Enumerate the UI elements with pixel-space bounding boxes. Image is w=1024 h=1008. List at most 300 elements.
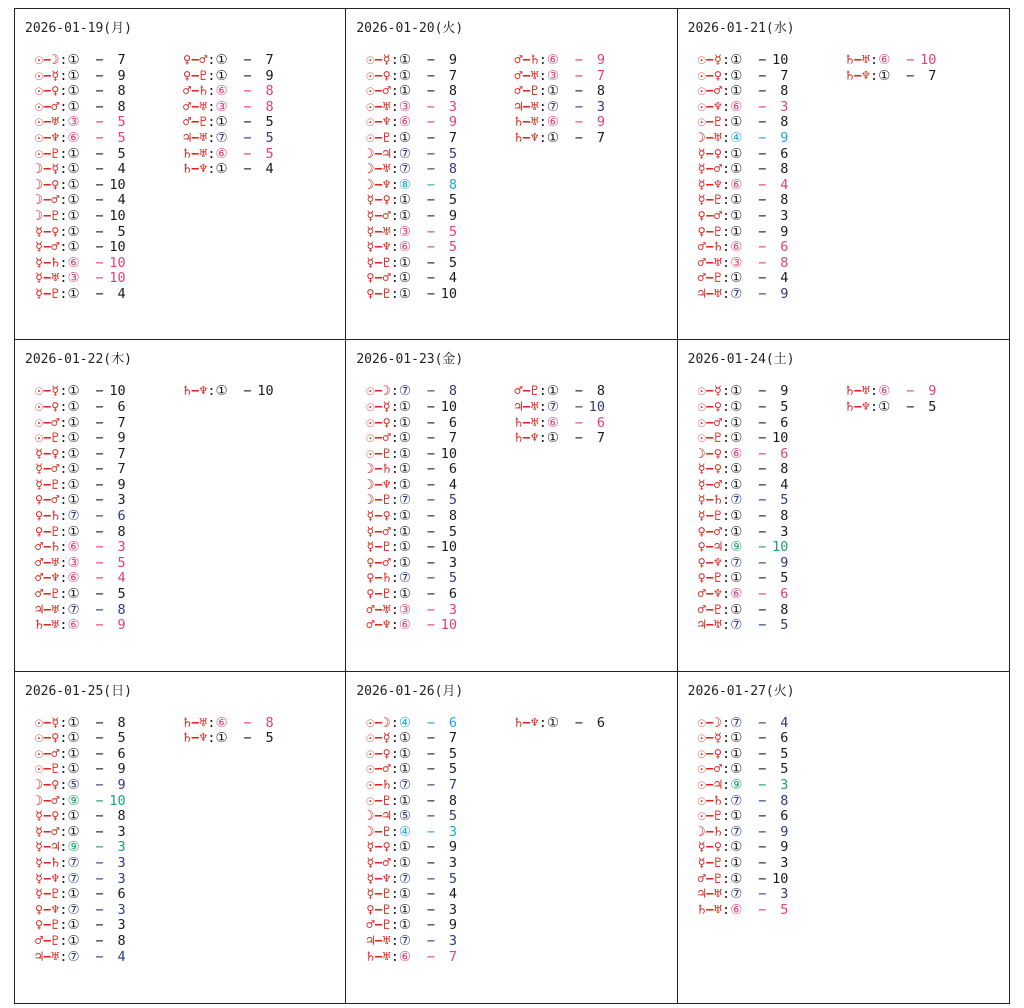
aspect-value: 10 [588, 398, 605, 415]
separator: : [722, 870, 731, 887]
dash: − [574, 114, 583, 131]
separator: : [390, 254, 399, 271]
separator: : [390, 114, 399, 131]
aspect-symbol: ① [67, 383, 80, 400]
aspect-entry [366, 540, 457, 556]
aspect-value: 3 [448, 855, 457, 871]
separator: : [59, 239, 68, 256]
planet-pair: ♀−♂ [183, 52, 208, 68]
separator: : [390, 570, 399, 587]
aspect-value: 3 [780, 886, 789, 903]
day-date: 2026-01-22(木) [25, 352, 132, 368]
planet-pair: ♀−♂ [697, 207, 723, 224]
aspect-entry [698, 147, 789, 163]
dash: − [758, 792, 767, 809]
day-cell [346, 672, 677, 1003]
aspect-value: 4 [448, 270, 457, 287]
aspect-symbol: ① [215, 161, 228, 178]
aspect-symbol: ① [398, 745, 411, 762]
aspect-symbol: ① [730, 508, 743, 525]
aspect-value: 9 [265, 67, 274, 84]
aspect-value: 7 [928, 67, 937, 84]
aspect-value: 4 [117, 192, 126, 209]
separator: : [722, 601, 731, 618]
planet-pair: ♄−♆ [514, 430, 539, 447]
day-date: 2026-01-25(日) [25, 683, 132, 699]
planet-pair: ☉−☿ [35, 67, 60, 84]
planet-pair: ☉−♀ [366, 745, 391, 762]
aspect-symbol: ① [398, 761, 411, 778]
separator: : [722, 223, 731, 240]
separator: : [390, 383, 399, 400]
separator: : [722, 67, 731, 84]
aspect-entry [183, 716, 274, 732]
dash: − [426, 761, 435, 778]
aspect-value: 7 [448, 730, 457, 747]
aspect-value: 7 [448, 129, 457, 146]
aspect-entry [514, 69, 605, 85]
planet-pair: ♀−♇ [366, 586, 391, 603]
planet-pair: ☿−♇ [366, 539, 391, 556]
dash: − [426, 745, 435, 762]
aspect-value: 3 [448, 554, 457, 571]
aspect-symbol: ① [67, 285, 80, 302]
planet-pair: ☿−♅ [366, 223, 391, 240]
separator: : [390, 601, 399, 618]
dash: − [95, 476, 104, 493]
dash: − [758, 176, 767, 193]
dash: − [426, 886, 435, 903]
planet-pair: ♄−♅ [514, 114, 539, 131]
aspect-entry [366, 256, 457, 272]
aspect-entry [514, 716, 605, 732]
separator: : [59, 383, 68, 400]
aspect-value: 8 [265, 98, 274, 115]
separator: : [59, 601, 68, 618]
dash: − [758, 839, 767, 856]
aspect-entry [35, 587, 126, 603]
dash: − [574, 714, 583, 731]
aspect-symbol: ① [67, 176, 80, 193]
dash: − [758, 239, 767, 256]
aspect-entry [366, 115, 457, 131]
planet-pair: ☉−♅ [366, 98, 391, 115]
dash: − [426, 839, 435, 856]
aspect-symbol: ③ [398, 98, 411, 115]
aspect-value: 5 [448, 145, 457, 162]
aspect-symbol: ① [730, 761, 743, 778]
aspect-value: 6 [117, 886, 126, 903]
dash: − [426, 932, 435, 949]
dash: − [758, 83, 767, 100]
separator: : [390, 492, 399, 509]
separator: : [390, 617, 399, 634]
aspect-entry [366, 100, 457, 116]
aspect-symbol: ① [67, 67, 80, 84]
dash: − [95, 114, 104, 131]
separator: : [59, 808, 68, 825]
separator: : [207, 129, 216, 146]
aspect-value: 7 [117, 52, 126, 68]
separator: : [722, 554, 731, 571]
separator: : [722, 777, 731, 794]
aspect-symbol: ⑦ [730, 492, 743, 509]
aspect-symbol: ④ [398, 823, 411, 840]
aspect-entry [366, 240, 457, 256]
aspect-entry [35, 447, 126, 463]
dash: − [574, 414, 583, 431]
aspect-entry [366, 53, 457, 69]
separator: : [722, 270, 731, 287]
aspect-value: 9 [117, 761, 126, 778]
aspect-value: 5 [448, 745, 457, 762]
planet-pair: ♂−♇ [183, 114, 208, 131]
aspect-entry [698, 525, 789, 541]
aspect-symbol: ⑨ [67, 792, 80, 809]
dash: − [426, 917, 435, 934]
aspect-entry [366, 762, 457, 778]
aspect-value: 3 [448, 601, 457, 618]
aspect-value: 7 [117, 414, 126, 431]
dash: − [95, 207, 104, 224]
planet-pair: ☉−♀ [35, 398, 60, 415]
aspect-value: 4 [780, 476, 789, 493]
separator: : [390, 239, 399, 256]
separator: : [207, 383, 216, 400]
aspect-entry [35, 400, 126, 416]
aspect-entry [366, 509, 457, 525]
dash: − [426, 270, 435, 287]
aspect-symbol: ① [67, 98, 80, 115]
aspect-entry [183, 162, 274, 178]
dash: − [574, 430, 583, 447]
aspect-value: 8 [117, 932, 126, 949]
aspect-symbol: ⑥ [215, 83, 228, 100]
aspect-value: 10 [109, 383, 126, 400]
aspect-value: 8 [117, 83, 126, 100]
separator: : [59, 839, 68, 856]
separator: : [390, 745, 399, 762]
aspect-symbol: ① [730, 430, 743, 447]
aspect-value: 5 [448, 523, 457, 540]
planet-pair: ☉−♇ [697, 808, 723, 825]
separator: : [538, 129, 547, 146]
planet-pair: ☽−♂ [35, 792, 60, 809]
aspect-entry [698, 162, 789, 178]
aspect-symbol: ① [67, 239, 80, 256]
aspect-entry [698, 571, 789, 587]
aspect-value: 3 [780, 855, 789, 871]
planet-pair: ☽−♆ [366, 476, 391, 493]
planet-pair: ♂−♅ [366, 601, 391, 618]
aspect-entry [35, 193, 126, 209]
aspect-symbol: ⑥ [730, 98, 743, 115]
separator: : [59, 523, 68, 540]
separator: : [59, 761, 68, 778]
dash: − [95, 570, 104, 587]
aspect-column [35, 53, 126, 303]
dash: − [243, 145, 252, 162]
aspect-entry [366, 887, 457, 903]
aspect-entry [698, 556, 789, 572]
aspect-value: 6 [596, 414, 605, 431]
aspect-symbol: ① [67, 761, 80, 778]
dash: − [758, 461, 767, 478]
aspect-value: 6 [448, 586, 457, 603]
planet-pair: ♀−♂ [366, 270, 391, 287]
aspect-symbol: ① [398, 430, 411, 447]
separator: : [59, 270, 68, 287]
separator: : [722, 445, 731, 462]
planet-pair: ☉−♀ [697, 745, 723, 762]
aspect-entry [514, 84, 605, 100]
aspect-entry [698, 271, 789, 287]
separator: : [390, 870, 399, 887]
dash: − [95, 414, 104, 431]
aspect-symbol: ⑦ [730, 554, 743, 571]
aspect-value: 7 [448, 777, 457, 794]
dash: − [574, 83, 583, 100]
dash: − [95, 285, 104, 302]
dash: − [758, 808, 767, 825]
aspect-entry [183, 131, 274, 147]
separator: : [390, 398, 399, 415]
aspect-entry [366, 918, 457, 934]
separator: : [722, 83, 731, 100]
aspect-entry [698, 53, 789, 69]
planet-pair: ☿−♅ [35, 270, 60, 287]
planet-pair: ♄−♅ [35, 617, 60, 634]
dash: − [426, 870, 435, 887]
dash: − [243, 383, 252, 400]
aspect-symbol: ① [398, 67, 411, 84]
dash: − [758, 398, 767, 415]
planet-pair: ♂−♅ [697, 254, 723, 271]
aspect-entry [183, 731, 274, 747]
separator: : [722, 901, 731, 918]
planet-pair: ☉−♆ [697, 98, 723, 115]
aspect-value: 5 [448, 808, 457, 825]
separator: : [722, 145, 731, 162]
aspect-entry [366, 478, 457, 494]
separator: : [722, 414, 731, 431]
dash: − [95, 586, 104, 603]
dash: − [426, 792, 435, 809]
aspect-symbol: ① [398, 917, 411, 934]
planet-pair: ☿−♆ [697, 176, 723, 193]
dash: − [426, 714, 435, 731]
aspect-value: 8 [780, 792, 789, 809]
aspect-symbol: ① [730, 808, 743, 825]
planet-pair: ♂−♇ [697, 601, 723, 618]
planet-pair: ☉−♀ [366, 414, 391, 431]
separator: : [390, 67, 399, 84]
planet-pair: ♃−♅ [366, 932, 391, 949]
aspect-symbol: ① [67, 223, 80, 240]
separator: : [390, 430, 399, 447]
aspect-entry [366, 618, 457, 634]
dash: − [426, 176, 435, 193]
aspect-entry [35, 416, 126, 432]
planet-pair: ♂−♇ [35, 586, 60, 603]
aspect-column [366, 384, 457, 634]
separator: : [59, 617, 68, 634]
dash: − [426, 586, 435, 603]
aspect-value: 8 [448, 792, 457, 809]
separator: : [390, 917, 399, 934]
planet-pair: ☉−♇ [697, 430, 723, 447]
separator: : [390, 508, 399, 525]
dash: − [426, 948, 435, 965]
aspect-entry [698, 587, 789, 603]
planet-pair: ♀−♆ [35, 901, 60, 918]
dash: − [243, 129, 252, 146]
separator: : [390, 792, 399, 809]
aspect-value: 10 [109, 207, 126, 224]
dash: − [426, 508, 435, 525]
aspect-symbol: ① [215, 383, 228, 400]
aspect-entry [514, 53, 605, 69]
dash: − [243, 52, 252, 68]
aspect-symbol: ⑥ [730, 445, 743, 462]
planet-pair: ☽−♃ [366, 808, 391, 825]
planet-pair: ☉−♇ [366, 445, 391, 462]
aspect-entry [698, 618, 789, 634]
aspect-symbol: ① [730, 207, 743, 224]
aspect-entry [35, 431, 126, 447]
aspect-entry [514, 115, 605, 131]
aspect-symbol: ⑦ [67, 870, 80, 887]
aspect-symbol: ⑦ [398, 932, 411, 949]
separator: : [538, 430, 547, 447]
planet-pair: ☉−☿ [697, 730, 723, 747]
aspect-symbol: ⑥ [215, 145, 228, 162]
planet-pair: ♂−♇ [514, 383, 539, 400]
dash: − [95, 601, 104, 618]
dash: − [758, 254, 767, 271]
aspect-value: 8 [448, 383, 457, 400]
planet-pair: ☿−♄ [35, 254, 60, 271]
day-date: 2026-01-24(土) [687, 352, 795, 368]
aspect-entry [698, 462, 789, 478]
aspect-value: 5 [265, 730, 274, 747]
dash: − [95, 792, 104, 809]
separator: : [59, 98, 68, 115]
aspect-value: 8 [780, 161, 789, 178]
planet-pair: ☉−♆ [366, 114, 391, 131]
aspect-symbol: ① [398, 539, 411, 556]
planet-pair: ♃−♅ [697, 285, 723, 302]
aspect-column [514, 53, 605, 147]
aspect-entry [698, 825, 789, 841]
aspect-entry [35, 525, 126, 541]
aspect-entry [366, 193, 457, 209]
separator: : [390, 414, 399, 431]
dash: − [758, 539, 767, 556]
aspect-entry [514, 131, 605, 147]
planet-pair: ♄−♆ [845, 398, 871, 415]
aspect-entry [366, 271, 457, 287]
aspect-symbol: ① [215, 67, 228, 84]
aspect-entry [35, 287, 126, 303]
separator: : [390, 948, 399, 965]
dash: − [758, 617, 767, 634]
aspect-symbol: ⑦ [730, 617, 743, 634]
aspect-value: 8 [265, 83, 274, 100]
dash: − [426, 492, 435, 509]
aspect-entry [366, 872, 457, 888]
dash: − [426, 476, 435, 493]
aspect-entry [35, 903, 126, 919]
dash: − [95, 270, 104, 287]
planet-pair: ♄−♅ [845, 383, 871, 400]
dash: − [95, 254, 104, 271]
separator: : [722, 886, 731, 903]
dash: − [758, 383, 767, 400]
aspect-symbol: ④ [730, 129, 743, 146]
aspect-entry [698, 131, 789, 147]
dash: − [758, 223, 767, 240]
aspect-symbol: ③ [67, 270, 80, 287]
aspect-value: 8 [780, 601, 789, 618]
aspect-symbol: ⑦ [398, 570, 411, 587]
aspect-entry [35, 178, 126, 194]
separator: : [59, 586, 68, 603]
dash: − [758, 67, 767, 84]
aspect-entry [35, 478, 126, 494]
aspect-entry [366, 431, 457, 447]
dash: − [95, 223, 104, 240]
aspect-column [846, 384, 937, 415]
planet-pair: ☉−☿ [697, 52, 723, 68]
planet-pair: ♄−♅ [183, 714, 208, 731]
dash: − [426, 539, 435, 556]
planet-pair: ☉−♅ [35, 114, 60, 131]
aspect-symbol: ① [67, 808, 80, 825]
separator: : [390, 445, 399, 462]
aspect-symbol: ① [67, 932, 80, 949]
planet-pair: ♄−♅ [183, 145, 208, 162]
aspect-entry [35, 509, 126, 525]
aspect-column [366, 53, 457, 303]
aspect-symbol: ⑥ [398, 114, 411, 131]
planet-pair: ☉−☿ [697, 383, 723, 400]
dash: − [426, 414, 435, 431]
separator: : [59, 67, 68, 84]
aspect-symbol: ① [215, 730, 228, 747]
dash: − [426, 777, 435, 794]
aspect-column [698, 384, 789, 634]
aspect-value: 9 [448, 917, 457, 934]
aspect-entry [366, 556, 457, 572]
aspect-symbol: ⑥ [546, 414, 559, 431]
aspect-entry [366, 603, 457, 619]
aspect-entry [514, 431, 605, 447]
aspect-value: 5 [265, 114, 274, 131]
dash: − [426, 83, 435, 100]
aspect-entry [183, 84, 274, 100]
aspect-symbol: ① [878, 398, 891, 415]
aspect-symbol: ① [67, 430, 80, 447]
aspect-symbol: ① [546, 714, 559, 731]
planet-pair: ☽−♇ [35, 207, 60, 224]
dash: − [758, 855, 767, 871]
dash: − [426, 523, 435, 540]
aspect-symbol: ① [878, 67, 891, 84]
aspect-column [514, 384, 605, 446]
aspect-symbol: ① [546, 129, 559, 146]
separator: : [59, 192, 68, 209]
